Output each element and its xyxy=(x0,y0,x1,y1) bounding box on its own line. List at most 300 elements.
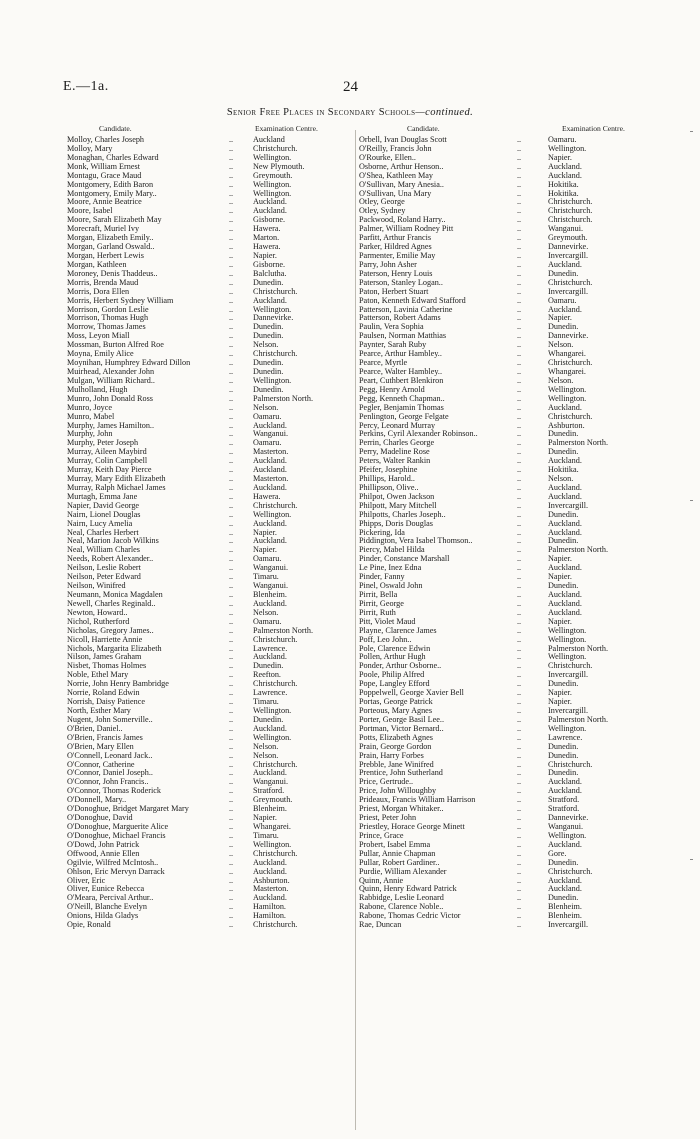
examination-centre: Palmerston North. xyxy=(548,643,609,653)
examination-centre: Dunedin. xyxy=(548,447,579,457)
leader-dots: .. xyxy=(229,188,234,198)
leader-dots: .. xyxy=(517,795,522,805)
examination-centre: Auckland. xyxy=(253,857,287,867)
leader-dots: .. xyxy=(517,679,522,689)
examination-centre: Christchurch. xyxy=(548,759,593,769)
candidate-heading: Candidate. xyxy=(407,124,440,133)
candidate-name: Peart, Cuthbert Blenkiron xyxy=(359,375,444,385)
leader-dots: .. xyxy=(229,277,234,287)
examination-centre: Invercargill. xyxy=(548,920,589,930)
candidate-name: Palmer, William Rodney Pitt xyxy=(359,224,454,234)
candidate-name: Nugent, John Somerville.. xyxy=(67,714,153,724)
leader-dots: .. xyxy=(517,304,522,314)
leader-dots: .. xyxy=(517,902,522,912)
table-row xyxy=(359,823,689,832)
examination-centre: Wanganui. xyxy=(253,429,289,439)
leader-dots: .. xyxy=(229,491,234,501)
candidate-name: Parker, Hildred Agnes xyxy=(359,242,432,252)
leader-dots: .. xyxy=(229,340,234,350)
candidate-name: Pearce, Myrtle xyxy=(359,358,408,368)
candidate-name: Piercy, Mabel Hilda xyxy=(359,545,425,555)
leader-dots: .. xyxy=(229,474,234,484)
candidate-name: Pearce, Walter Hambley.. xyxy=(359,366,442,376)
examination-centre: Dunedin. xyxy=(253,714,284,724)
page-number: 24 xyxy=(343,79,358,95)
candidate-name: Neal, Marion Jacob Wilkins xyxy=(67,536,159,546)
leader-dots: .. xyxy=(229,259,234,269)
candidate-name: Prentice, John Sutherland xyxy=(359,768,443,778)
candidate-name: Pinder, Fanny xyxy=(359,572,405,582)
table-row xyxy=(359,582,689,591)
candidate-name: Rabone, Clarence Noble.. xyxy=(359,902,444,912)
candidate-name: O'Neill, Blanche Evelyn xyxy=(67,902,147,912)
examination-centre: Hamilton. xyxy=(253,911,286,921)
column-divider xyxy=(355,130,356,1130)
leader-dots: .. xyxy=(517,242,522,252)
candidate-name: O'Rourke, Ellen.. xyxy=(359,152,416,162)
examination-centre: Auckland. xyxy=(253,482,287,492)
examination-centre: Auckland. xyxy=(253,518,287,528)
candidate-name: Patterson, Robert Adams xyxy=(359,313,441,323)
leader-dots: .. xyxy=(229,920,234,930)
examination-centre: Dunedin. xyxy=(253,358,284,368)
margin-mark xyxy=(690,131,693,132)
leader-dots: .. xyxy=(517,295,522,305)
leader-dots: .. xyxy=(517,161,522,171)
leader-dots: .. xyxy=(517,759,522,769)
examination-centre: Auckland. xyxy=(253,420,287,430)
examination-centre: Timaru. xyxy=(253,830,279,840)
candidate-name: Paynter, Sarah Ruby xyxy=(359,340,427,350)
leader-dots: .. xyxy=(517,911,522,921)
candidate-name: Portas, George Patrick xyxy=(359,697,433,707)
candidate-name: Quinn, Henry Edward Patrick xyxy=(359,884,457,894)
examination-centre: Ashburton. xyxy=(253,875,290,885)
leader-dots: .. xyxy=(517,366,522,376)
candidate-name: O'Donoghue, Marguerite Alice xyxy=(67,821,169,831)
candidate-name: Morecraft, Muriel Ivy xyxy=(67,224,140,234)
examination-centre: Auckland. xyxy=(253,536,287,546)
examination-centre: Napier. xyxy=(548,152,572,162)
examination-centre: Wellington. xyxy=(253,706,292,715)
examination-centre: Invercargill. xyxy=(548,706,589,715)
candidate-name: Parmenter, Emilie May xyxy=(359,250,436,260)
candidate-name: Napier, David George xyxy=(67,500,140,510)
leader-dots: .. xyxy=(229,250,234,260)
candidate-name: Mulgan, William Richard.. xyxy=(67,375,155,385)
examination-centre: Christchurch. xyxy=(253,286,298,296)
candidate-name: Morris, Brenda Maud xyxy=(67,277,139,287)
right-candidate-list xyxy=(359,136,689,930)
table-row xyxy=(359,190,689,199)
candidate-name: Nicoll, Harriette Annie xyxy=(67,634,143,644)
candidate-name: Offwood, Annie Ellen xyxy=(67,848,140,858)
examination-centre: Napier. xyxy=(548,697,572,707)
examination-centre: Dannevirke. xyxy=(548,813,589,823)
examination-centre: Lawrence. xyxy=(253,643,288,653)
leader-dots: .. xyxy=(517,518,522,528)
section-title xyxy=(0,107,700,118)
candidate-name: O'Meara, Percival Arthur.. xyxy=(67,893,154,903)
candidate-name: Morgan, Herbert Lewis xyxy=(67,250,144,260)
candidate-name: Murray, Aileen Maybird xyxy=(67,447,147,457)
examination-centre: Wellington. xyxy=(253,188,292,198)
examination-centre: Blenheim. xyxy=(548,902,582,912)
leader-dots: .. xyxy=(229,179,234,189)
examination-centre: Oamaru. xyxy=(253,411,282,421)
candidate-name: Morgan, Elizabeth Emily.. xyxy=(67,233,154,243)
examination-centre: Invercargill. xyxy=(548,500,589,510)
examination-centre: Napier. xyxy=(548,688,572,698)
examination-centre: Whangarei. xyxy=(548,349,586,359)
examination-centre: Greymouth. xyxy=(253,170,293,180)
leader-dots: .. xyxy=(517,688,522,698)
examination-centre: Auckland xyxy=(253,135,285,144)
candidate-name: Morrison, Thomas Hugh xyxy=(67,313,149,323)
examination-centre: Gisborne. xyxy=(253,215,286,225)
candidate-name: Moore, Isabel xyxy=(67,206,113,216)
candidate-name: Onions, Hilda Gladys xyxy=(67,911,139,921)
leader-dots: .. xyxy=(517,420,522,430)
examination-centre: Auckland. xyxy=(253,652,287,662)
examination-centre: Dunedin. xyxy=(253,661,284,671)
examination-centre: Dunedin. xyxy=(548,750,579,760)
candidate-name: Morgan, Garland Oswald.. xyxy=(67,242,155,252)
leader-dots: .. xyxy=(517,322,522,332)
examination-centre: Nelson. xyxy=(253,750,279,760)
examination-centre: Christchurch. xyxy=(548,866,593,876)
leader-dots: .. xyxy=(517,135,522,144)
candidate-name: Perry, Madeline Rose xyxy=(359,447,430,457)
candidate-name: Needs, Robert Alexander.. xyxy=(67,554,154,564)
leader-dots: .. xyxy=(517,233,522,243)
candidate-name: Pegg, Henry Arnold xyxy=(359,384,425,394)
leader-dots: .. xyxy=(229,420,234,430)
leader-dots: .. xyxy=(517,277,522,287)
examination-centre: Balclutha. xyxy=(253,268,287,278)
candidate-name: Nicholas, Gregory James.. xyxy=(67,625,154,635)
leader-dots: .. xyxy=(229,902,234,912)
leader-dots: .. xyxy=(229,616,234,626)
examination-centre: Masterton. xyxy=(253,447,289,457)
examination-centre: Napier. xyxy=(548,572,572,582)
examination-centre: Auckland. xyxy=(548,786,582,796)
candidate-name: Morrison, Gordon Leslie xyxy=(67,304,149,314)
examination-centre: Dunedin. xyxy=(548,429,579,439)
leader-dots: .. xyxy=(517,607,522,617)
candidate-name: Morrow, Thomas James xyxy=(67,322,146,332)
candidate-name: O'Dowd, John Patrick xyxy=(67,839,140,849)
leader-dots: .. xyxy=(517,804,522,814)
candidate-heading: Candidate. xyxy=(99,124,132,133)
candidate-name: Noble, Ethel Mary xyxy=(67,670,129,680)
leader-dots: .. xyxy=(229,161,234,171)
right-column-header xyxy=(359,124,689,135)
examination-centre: Auckland. xyxy=(548,590,582,600)
leader-dots: .. xyxy=(229,447,234,457)
examination-centre: Wanganui. xyxy=(253,777,289,787)
candidate-name: Norrie, Roland Edwin xyxy=(67,688,140,698)
table-row xyxy=(359,912,689,921)
margin-mark xyxy=(690,859,693,860)
candidate-name: Moore, Sarah Elizabeth May xyxy=(67,215,162,225)
examination-centre: Wellington. xyxy=(548,384,587,394)
examination-centre: Christchurch. xyxy=(548,277,593,287)
examination-centre: Christchurch. xyxy=(253,634,298,644)
leader-dots: .. xyxy=(517,857,522,867)
examination-centre: Reefton. xyxy=(253,670,281,680)
table-row xyxy=(359,600,689,609)
candidate-name: Murray, Keith Day Pierce xyxy=(67,465,152,475)
candidate-name: Peters, Walter Rankin xyxy=(359,456,431,466)
leader-dots: .. xyxy=(517,839,522,849)
examination-centre: Wanganui. xyxy=(253,563,289,573)
left-column-header xyxy=(67,124,352,135)
leader-dots: .. xyxy=(229,411,234,421)
examination-centre: Christchurch. xyxy=(253,349,298,359)
candidate-name: Rabone, Thomas Cedric Victor xyxy=(359,911,461,921)
examination-centre: Oamaru. xyxy=(253,616,282,626)
examination-centre: Auckland. xyxy=(253,465,287,475)
examination-centre: Nelson. xyxy=(253,607,279,617)
leader-dots: .. xyxy=(229,135,234,144)
candidate-name: O'Reilly, Francis John xyxy=(359,143,432,153)
examination-centre: Masterton. xyxy=(253,474,289,484)
candidate-name: Oliver, Eric xyxy=(67,875,106,885)
examination-centre: Auckland. xyxy=(253,893,287,903)
leader-dots: .. xyxy=(517,313,522,323)
leader-dots: .. xyxy=(517,152,522,162)
leader-dots: .. xyxy=(229,465,234,475)
leader-dots: .. xyxy=(229,572,234,582)
leader-dots: .. xyxy=(517,491,522,501)
examination-centre: Auckland. xyxy=(253,598,287,608)
leader-dots: .. xyxy=(229,697,234,707)
examination-centre: Auckland. xyxy=(548,259,582,269)
leader-dots: .. xyxy=(229,777,234,787)
examination-centre: Nelson. xyxy=(548,375,574,385)
examination-centre: Nelson. xyxy=(548,474,574,484)
leader-dots: .. xyxy=(517,197,522,207)
leader-dots: .. xyxy=(229,536,234,546)
leader-dots: .. xyxy=(517,661,522,671)
examination-centre: Hokitika. xyxy=(548,179,579,189)
left-candidate-list xyxy=(67,136,352,930)
leader-dots: .. xyxy=(517,697,522,707)
examination-centre: Dunedin. xyxy=(548,768,579,778)
leader-dots: .. xyxy=(517,723,522,733)
candidate-name: Murphy, Peter Joseph xyxy=(67,438,139,448)
candidate-name: Pirrit, George xyxy=(359,598,404,608)
candidate-name: O'Connor, John Francis.. xyxy=(67,777,149,787)
leader-dots: .. xyxy=(229,384,234,394)
leader-dots: .. xyxy=(229,500,234,510)
candidate-name: Pickering, Ida xyxy=(359,527,405,537)
table-row xyxy=(359,564,689,573)
examination-centre: Christchurch. xyxy=(548,197,593,207)
candidate-name: Newell, Charles Reginald.. xyxy=(67,598,156,608)
leader-dots: .. xyxy=(229,366,234,376)
candidate-name: Neal, Charles Herbert xyxy=(67,527,139,537)
leader-dots: .. xyxy=(517,875,522,885)
candidate-name: Philpott, Mary Mitchell xyxy=(359,500,437,510)
examination-centre: Auckland. xyxy=(253,197,287,207)
leader-dots: .. xyxy=(229,598,234,608)
leader-dots: .. xyxy=(229,215,234,225)
candidate-name: Morgan, Kathleen xyxy=(67,259,127,269)
candidate-name: Ohlson, Eric Mervyn Darrack xyxy=(67,866,165,876)
leader-dots: .. xyxy=(517,224,522,234)
leader-dots: .. xyxy=(229,652,234,662)
leader-dots: .. xyxy=(229,402,234,412)
candidate-name: Priestley, Horace George Minett xyxy=(359,821,465,831)
candidate-name: Porteous, Mary Agnes xyxy=(359,706,432,715)
candidate-name: Poole, Philip Alfred xyxy=(359,670,425,680)
leader-dots: .. xyxy=(517,590,522,600)
leader-dots: .. xyxy=(517,920,522,930)
examination-centre: Dunedin. xyxy=(548,857,579,867)
examination-centre: Auckland. xyxy=(548,598,582,608)
leader-dots: .. xyxy=(517,527,522,537)
examination-centre: Wellington. xyxy=(253,839,292,849)
candidate-name: North, Esther Mary xyxy=(67,706,131,715)
leader-dots: .. xyxy=(229,830,234,840)
examination-centre: Napier. xyxy=(548,313,572,323)
leader-dots: .. xyxy=(229,313,234,323)
examination-centre: Blenheim. xyxy=(253,804,287,814)
candidate-name: Nairn, Lucy Amelia xyxy=(67,518,133,528)
leader-dots: .. xyxy=(229,375,234,385)
candidate-name: Paulsen, Norman Matthias xyxy=(359,331,447,341)
candidate-name: Otley, George xyxy=(359,197,405,207)
leader-dots: .. xyxy=(517,554,522,564)
candidate-name: Neumann, Monica Magdalen xyxy=(67,590,163,600)
leader-dots: .. xyxy=(229,554,234,564)
leader-dots: .. xyxy=(517,741,522,751)
candidate-name: Rae, Duncan xyxy=(359,920,402,930)
candidate-name: Norrish, Daisy Patience xyxy=(67,697,145,707)
examination-centre: Marton. xyxy=(253,233,280,243)
candidate-name: Murray, Mary Edith Elizabeth xyxy=(67,474,166,484)
examination-centre: Christchurch. xyxy=(548,411,593,421)
candidate-name: Opie, Ronald xyxy=(67,920,111,930)
candidate-name: Philpot, Owen Jackson xyxy=(359,491,435,501)
table-row xyxy=(359,350,689,359)
candidate-name: Murphy, John xyxy=(67,429,113,439)
margin-mark xyxy=(690,500,693,501)
candidate-name: Purdie, William Alexander xyxy=(359,866,447,876)
candidate-name: Montgomery, Emily Mary.. xyxy=(67,188,157,198)
leader-dots: .. xyxy=(517,625,522,635)
candidate-name: Pollen, Arthur Hugh xyxy=(359,652,426,662)
candidate-name: Morris, Herbert Sydney William xyxy=(67,295,174,305)
candidate-name: O'Donoghue, Bridget Margaret Mary xyxy=(67,804,189,814)
leader-dots: .. xyxy=(229,839,234,849)
examination-centre: Hawera. xyxy=(253,224,281,234)
examination-centre: Wellington. xyxy=(548,723,587,733)
examination-centre: Oamaru. xyxy=(548,295,577,305)
candidate-name: Pfeifer, Josephine xyxy=(359,465,418,475)
examination-centre: Greymouth. xyxy=(548,233,588,243)
leader-dots: .. xyxy=(517,259,522,269)
table-row xyxy=(359,921,689,930)
leader-dots: .. xyxy=(229,679,234,689)
leader-dots: .. xyxy=(517,670,522,680)
table-row xyxy=(67,921,352,930)
leader-dots: .. xyxy=(517,848,522,858)
candidate-name: Nairn, Lionel Douglas xyxy=(67,509,141,519)
candidate-name: O'Shea, Kathleen May xyxy=(359,170,434,180)
examination-centre: Wellington. xyxy=(548,652,587,662)
candidate-name: Phillips, Harold.. xyxy=(359,474,415,484)
examination-centre: Oamaru. xyxy=(548,135,577,144)
candidate-name: O'Connor, Catherine xyxy=(67,759,135,769)
leader-dots: .. xyxy=(517,429,522,439)
leader-dots: .. xyxy=(229,358,234,368)
candidate-name: Packwood, Roland Harry.. xyxy=(359,215,446,225)
examination-centre: Timaru. xyxy=(253,572,279,582)
candidate-name: Pole, Clarence Edwin xyxy=(359,643,431,653)
candidate-name: Otley, Sydney xyxy=(359,206,406,216)
candidate-name: Nichol, Rutherford xyxy=(67,616,130,626)
candidate-name: Neilson, Leslie Robert xyxy=(67,563,141,573)
candidate-name: Osborne, Arthur Henson.. xyxy=(359,161,444,171)
examination-centre: Invercargill. xyxy=(548,670,589,680)
examination-centre: Napier. xyxy=(548,616,572,626)
candidate-name: Montgomery, Edith Baron xyxy=(67,179,154,189)
leader-dots: .. xyxy=(517,170,522,180)
candidate-name: Price, John Willoughby xyxy=(359,786,437,796)
leader-dots: .. xyxy=(517,179,522,189)
leader-dots: .. xyxy=(229,786,234,796)
candidate-name: O'Brien, Francis James xyxy=(67,732,143,742)
leader-dots: .. xyxy=(229,911,234,921)
leader-dots: .. xyxy=(229,581,234,591)
examination-centre: Hokitika. xyxy=(548,188,579,198)
examination-centre: Dunedin. xyxy=(548,322,579,332)
leader-dots: .. xyxy=(229,206,234,216)
candidate-name: Nilson, James Graham xyxy=(67,652,142,662)
leader-dots: .. xyxy=(517,821,522,831)
candidate-name: O'Donoghue, Michael Francis xyxy=(67,830,166,840)
examination-centre: Palmerston North. xyxy=(548,438,609,448)
leader-dots: .. xyxy=(517,509,522,519)
examination-centre: Invercargill. xyxy=(548,286,589,296)
candidate-name: Parfitt, Arthur Francis xyxy=(359,233,432,243)
examination-centre: Stratford. xyxy=(548,795,580,805)
leader-dots: .. xyxy=(517,652,522,662)
candidate-name: O'Connor, Thomas Roderick xyxy=(67,786,162,796)
leader-dots: .. xyxy=(229,518,234,528)
examination-centre: Hawera. xyxy=(253,242,281,252)
examination-centre: Dunedin. xyxy=(253,322,284,332)
leader-dots: .. xyxy=(229,268,234,278)
leader-dots: .. xyxy=(517,447,522,457)
candidate-name: Pirrit, Ruth xyxy=(359,607,396,617)
leader-dots: .. xyxy=(517,268,522,278)
candidate-name: Moroney, Denis Thaddeus.. xyxy=(67,268,158,278)
candidate-name: Moore, Annie Beatrice xyxy=(67,197,142,207)
examination-centre: Stratford. xyxy=(548,804,580,814)
examination-centre: Christchurch. xyxy=(253,500,298,510)
examination-centre: Hokitika. xyxy=(548,465,579,475)
leader-dots: .. xyxy=(229,331,234,341)
table-row xyxy=(359,198,689,207)
examination-centre: Masterton. xyxy=(253,884,289,894)
examination-centre: Nelson. xyxy=(253,741,279,751)
candidate-name: Neilson, Winifred xyxy=(67,581,126,591)
examination-centre: Dunedin. xyxy=(548,893,579,903)
